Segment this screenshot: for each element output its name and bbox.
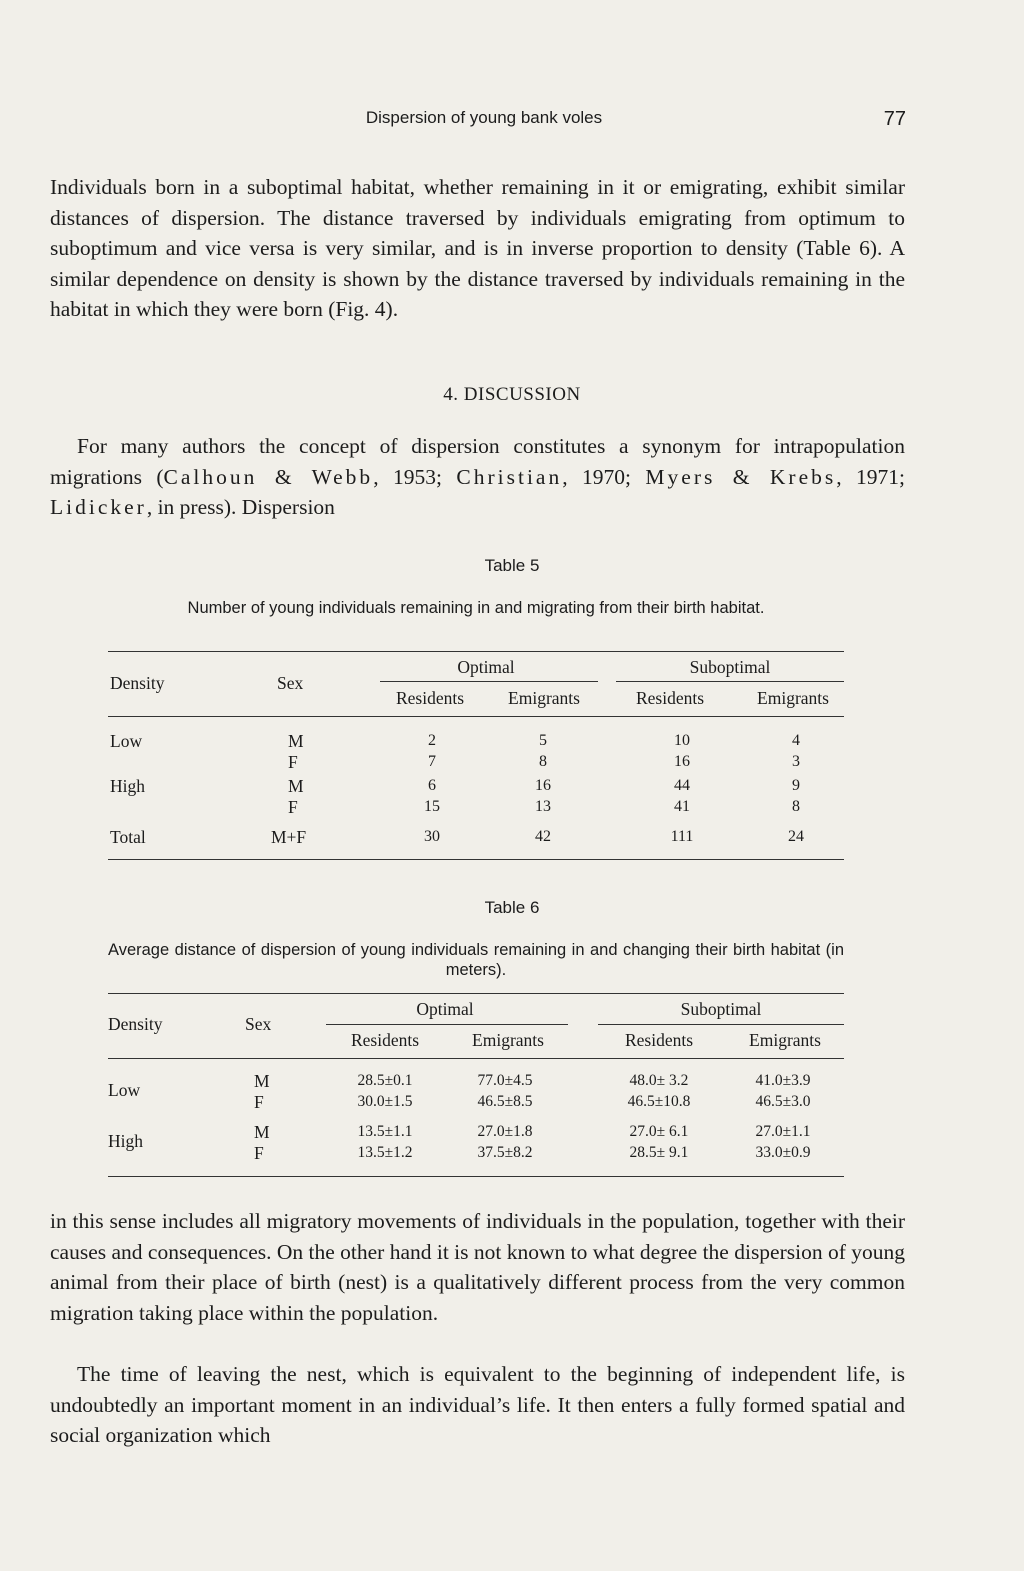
table-cell: 37.5±8.2 [477,1144,533,1161]
citation-year: , 1953; [373,464,457,489]
table-cell: 41 [674,798,690,815]
row-label-density: High [108,1131,143,1151]
column-header-sex: Sex [277,673,304,693]
column-header-residents: Residents [395,688,465,708]
page-number: 77 [883,108,906,130]
table-cell: 42 [535,828,551,845]
table-cell: 46.5±10.8 [627,1093,691,1110]
column-header-emigrants: Emigrants [472,1030,544,1050]
table-cell: 41.0±3.9 [755,1072,811,1089]
table-bottom-rule [108,859,844,860]
group-rule [380,681,598,682]
table-cell: 2 [428,732,436,749]
table-cell: 13.5±1.1 [357,1123,413,1140]
table-header-rule [108,716,844,717]
citation-year: , in press). Dispersion [146,495,335,520]
row-label-sex: M+F [271,827,307,847]
row-label-density: Low [110,731,143,751]
citation-year: , 1970; [562,464,646,489]
column-header-sex: Sex [245,1014,272,1034]
table-cell: 16 [535,777,551,794]
table-caption: Average distance of dispersion of young individuals remaining in and changing their birth habitat (in meters). [108,941,844,979]
table-cell: 4 [792,732,800,749]
table-cell: 30.0±1.5 [357,1093,413,1110]
discussion-intro: For many authors the concept of dispersion constitutes a synonym for intrapopulation migrations ( [50,434,905,489]
table-cell: 27.0±1.1 [755,1123,811,1140]
column-header-residents: Residents [624,1030,694,1050]
table-cell: 15 [424,798,440,815]
table-cell: 111 [670,828,694,845]
table-header-rule [108,1058,844,1059]
group-header-optimal: Optimal [457,657,515,677]
table-cell: 33.0±0.9 [755,1144,811,1161]
table-cell: 7 [428,753,436,770]
table-cell: 9 [792,777,800,794]
table-cell: 24 [788,828,804,845]
row-label-density: Low [108,1080,141,1100]
table-cell: 28.5± 9.1 [629,1144,689,1161]
group-rule [598,1024,844,1025]
row-label-sex: F [288,752,298,772]
citation-author: Christian [456,464,563,489]
running-head [0,106,1024,134]
table-cell: 13.5±1.2 [357,1144,413,1161]
table-cell: 3 [792,753,800,770]
table-cell: 8 [792,798,800,815]
citation-author: Calhoun & Webb [163,464,374,489]
group-rule [616,681,844,682]
column-header-emigrants: Emigrants [508,688,580,708]
table-cell: 27.0±1.8 [477,1123,533,1140]
table-top-rule [108,651,844,652]
table-cell: 10 [674,732,690,749]
citation-year: , 1971; [836,464,906,489]
section-heading: 4. DISCUSSION [443,384,581,405]
table-top-rule [108,993,844,994]
table-label: Table 6 [484,898,540,917]
running-title: Dispersion of young bank voles [365,108,603,127]
discussion-paragraph [50,431,905,523]
table-cell: 27.0± 6.1 [629,1123,689,1140]
row-label-sex: M [288,731,304,751]
group-header-suboptimal: Suboptimal [689,657,771,677]
table-cell: 44 [674,777,690,794]
table-cell: 28.5±0.1 [357,1072,413,1089]
row-label-sex: F [254,1143,264,1163]
row-label-sex: F [288,797,298,817]
nest-leaving-paragraph: The time of leaving the nest, which is equivalent to the beginning of independent life, is undoubtedly an important moment in an individual’s life. It then enters a fully formed spatial and social organization which [50,1362,905,1448]
table-cell: 46.5±3.0 [755,1093,811,1110]
row-label-sex: M [254,1071,270,1091]
column-header-density: Density [108,1014,163,1034]
table-cell: 8 [539,753,547,770]
column-header-density: Density [110,673,165,693]
column-header-emigrants: Emigrants [757,688,829,708]
column-header-residents: Residents [350,1030,420,1050]
row-label-sex: M [254,1122,270,1142]
citation-author: Lidicker [50,495,147,520]
row-label-sex: F [254,1092,264,1112]
results-paragraph: Individuals born in a suboptimal habitat, whether remaining in it or emigrating, exhibit similar distances of dispersion. The distance traversed by individuals emigrating from optimum to suboptimum and vice versa is very similar, and is in inverse proportion to density (Table 6). A similar dependence on density is shown by the distance traversed by individuals remaining in the habitat in which they were born (Fig. 4). [50,175,905,322]
table-cell: 5 [539,732,547,749]
table-cell: 30 [424,828,440,845]
table-cell: 16 [674,753,690,770]
table-cell: 77.0±4.5 [477,1072,533,1089]
table-cell: 13 [535,798,551,815]
group-header-suboptimal: Suboptimal [680,999,762,1019]
citation-author: Myers & Krebs [645,464,837,489]
table-bottom-rule [108,1176,844,1177]
table-label: Table 5 [484,556,540,575]
table-cell: 48.0± 3.2 [629,1072,689,1089]
column-header-residents: Residents [635,688,705,708]
column-header-emigrants: Emigrants [749,1030,821,1050]
table-cell: 46.5±8.5 [477,1093,533,1110]
table-cell: 6 [428,777,436,794]
row-label-sex: M [288,776,304,796]
table-caption: Number of young individuals remaining in and migrating from their birth habitat. [187,599,765,617]
row-label-density: Total [110,827,146,847]
discussion-continued-paragraph: in this sense includes all migratory movements of individuals in the population, together with their causes and consequences. On the other hand it is not known to what degree the dispersion of young animal from their place of birth (nest) is a qualitatively different process from the very common migration taking place within the population. [50,1209,906,1325]
group-header-optimal: Optimal [416,999,474,1019]
group-rule [326,1024,568,1025]
row-label-density: High [110,776,145,796]
